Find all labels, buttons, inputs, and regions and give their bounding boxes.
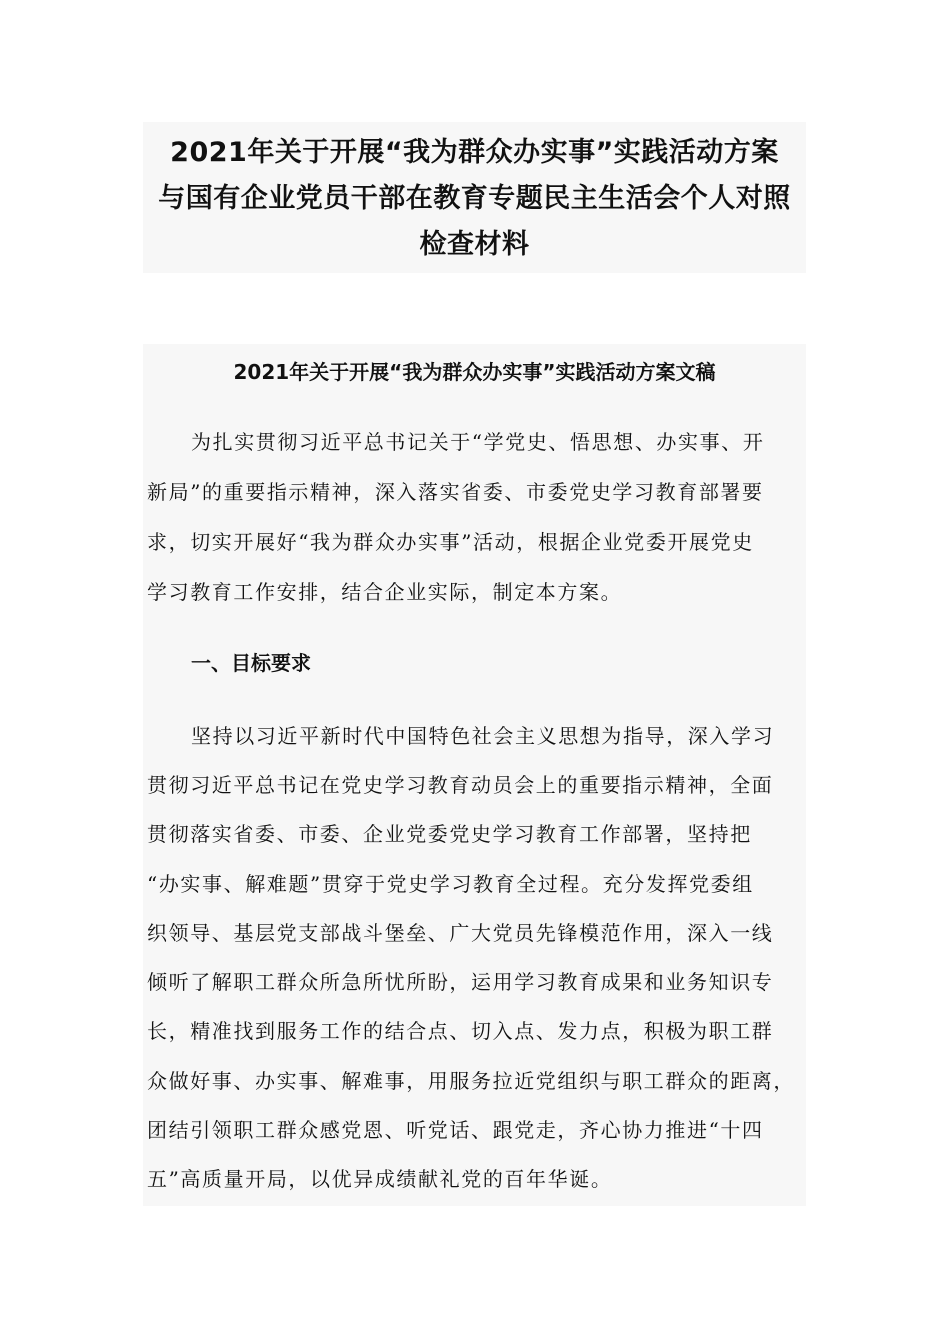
document-title-block bbox=[143, 122, 806, 273]
document-subtitle: 2021年关于开展“我为群众办实事”实践活动方案文稿 bbox=[233, 360, 716, 384]
intro-paragraph-line: 新局”的重要指示精神，深入落实省委、市委党史学习教育部署要 bbox=[147, 480, 764, 504]
section-paragraph-line: 团结引领职工群众感党恩、听党话、跟党走，齐心协力推进“十四 bbox=[147, 1118, 764, 1142]
section-paragraph-line: 织领导、基层党支部战斗堡垒、广大党员先锋模范作用，深入一线 bbox=[147, 921, 774, 945]
section-paragraph-line: 贯彻习近平总书记在党史学习教育动员会上的重要指示精神，全面 bbox=[147, 773, 774, 797]
section-paragraph-line: 坚持以习近平新时代中国特色社会主义思想为指导，深入学习 bbox=[191, 724, 775, 748]
document-title-line-1: 2021年关于开展“我为群众办实事”实践活动方案 bbox=[170, 137, 779, 168]
section-paragraph-line: 长，精准找到服务工作的结合点、切入点、发力点，积极为职工群 bbox=[147, 1019, 774, 1043]
intro-paragraph-line: 为扎实贯彻习近平总书记关于“学党史、悟思想、办实事、开 bbox=[191, 430, 765, 454]
section-paragraph-line: 贯彻落实省委、市委、企业党委党史学习教育工作部署，坚持把 bbox=[147, 822, 752, 846]
section-paragraph-line: 倾听了解职工群众所急所忧所盼，运用学习教育成果和业务知识专 bbox=[147, 970, 774, 994]
document-title-line-3: 检查材料 bbox=[419, 229, 530, 260]
section-paragraph-line: 五”高质量开局，以优异成绩献礼党的百年华诞。 bbox=[147, 1167, 613, 1191]
section-paragraph-line: 众做好事、办实事、解难事，用服务拉近党组织与职工群众的距离， bbox=[147, 1069, 795, 1093]
document-title-line-2: 与国有企业党员干部在教育专题民主生活会个人对照 bbox=[158, 183, 791, 214]
document-body bbox=[143, 344, 806, 1206]
section-paragraph-line: “办实事、解难题”贯穿于党史学习教育全过程。充分发挥党委组 bbox=[147, 872, 754, 896]
intro-paragraph-line: 学习教育工作安排，结合企业实际，制定本方案。 bbox=[147, 580, 623, 604]
intro-paragraph-line: 求，切实开展好“我为群众办实事”活动，根据企业党委开展党史 bbox=[147, 530, 754, 554]
section-heading: 一、目标要求 bbox=[191, 651, 311, 675]
